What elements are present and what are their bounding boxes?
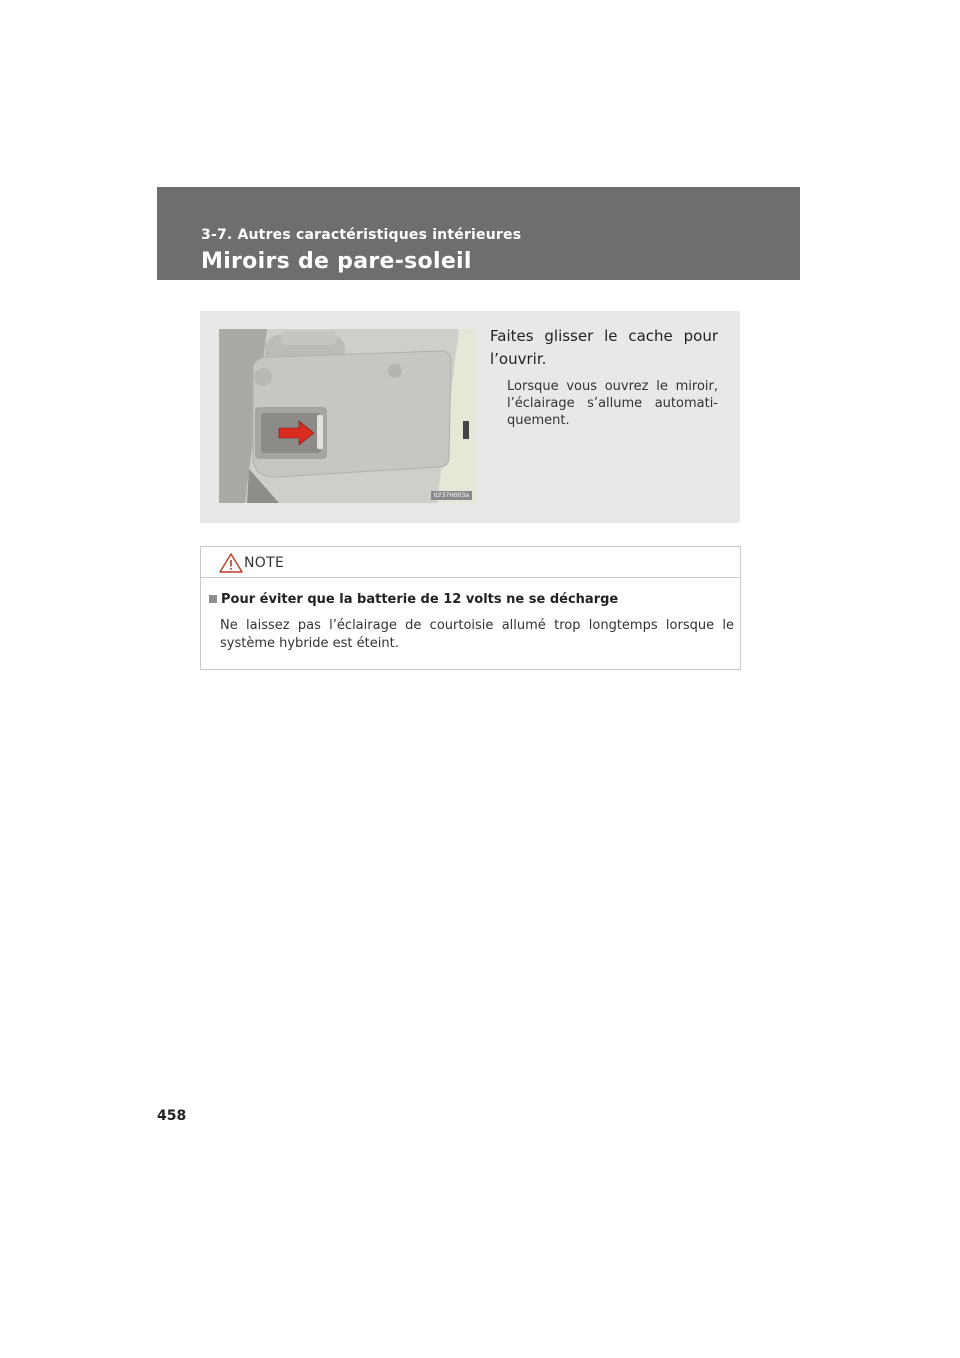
sun-visor-illustration (219, 329, 475, 503)
figure-code: ILY37H003a (431, 491, 472, 500)
note-heading-text: Pour éviter que la batterie de 12 volts ne se décharge (221, 592, 619, 607)
note-header (201, 547, 740, 578)
instruction-note: Lorsque vous ouvrez le miroir, l’éclairage s’allume automati-quement. (507, 379, 718, 428)
warning-triangle-icon (219, 553, 243, 573)
instruction-text: Faites glisser le cache pour l’ouvrir. (490, 327, 718, 368)
note-label: NOTE (244, 555, 285, 571)
section-label: 3-7. Autres caractéristiques intérieures (201, 227, 522, 243)
square-bullet-icon (209, 595, 217, 603)
figure-panel (200, 311, 740, 523)
page-number: 458 (157, 1108, 187, 1124)
note-heading (209, 592, 729, 607)
note-box (200, 546, 741, 670)
page-title: Miroirs de pare-soleil (201, 249, 472, 274)
header-band (157, 187, 800, 280)
note-body: Ne laissez pas l’éclairage de courtoisie allumé trop longtemps lorsque le système hybride est éteint. (220, 618, 734, 651)
